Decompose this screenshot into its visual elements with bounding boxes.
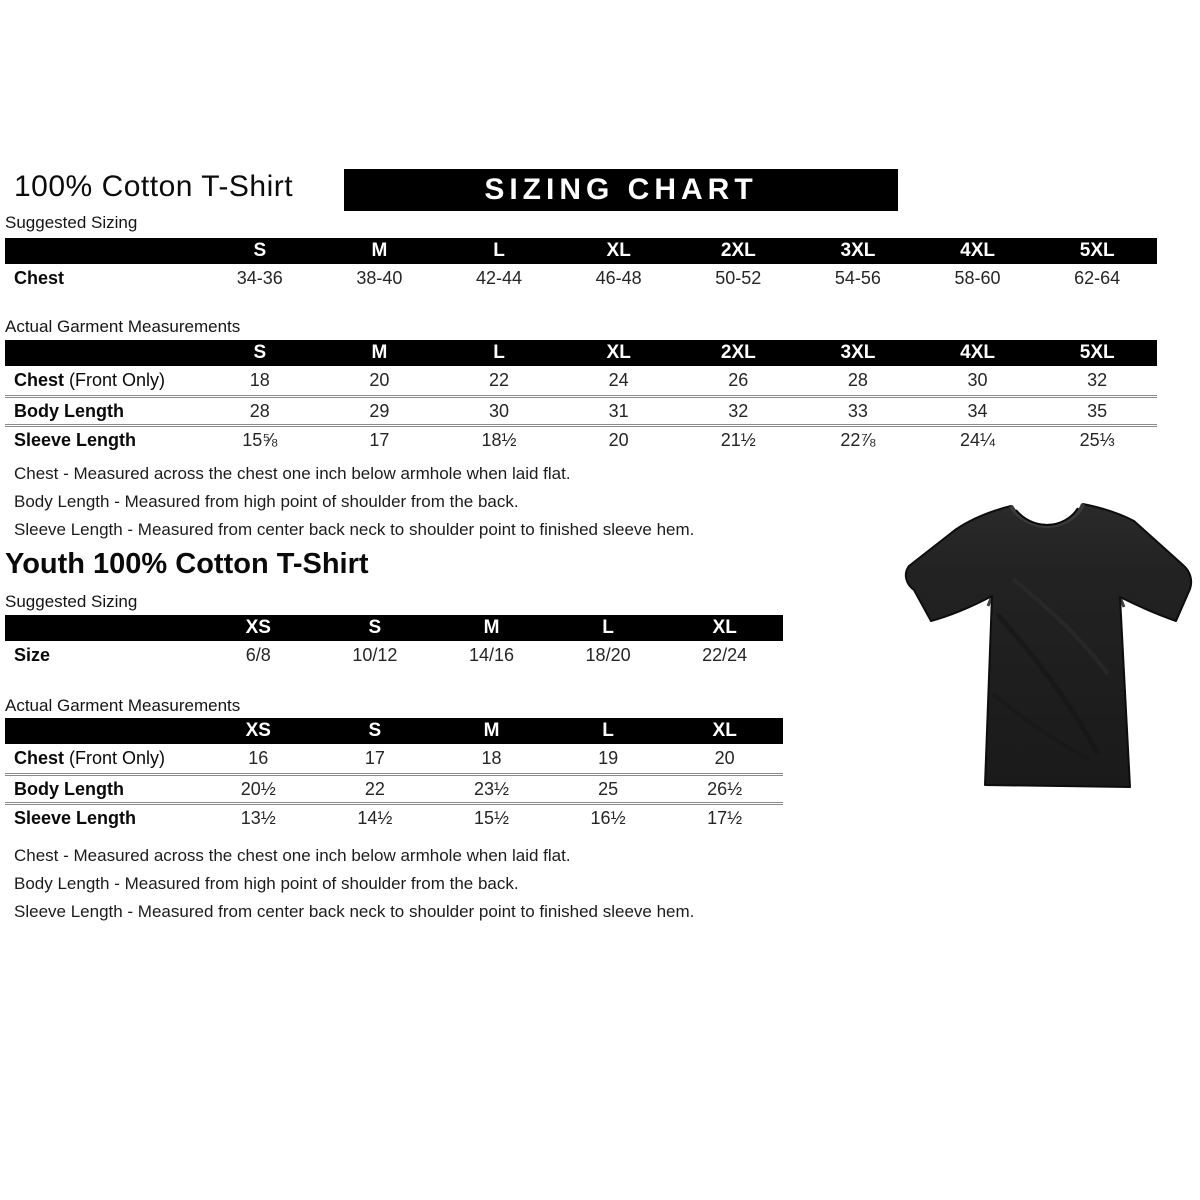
col-header-5xl: 5XL [1079,342,1115,363]
row-label: Body Length [14,778,124,799]
col-header-xs: XS [245,617,271,638]
youth-suggested-sizing-label: Suggested Sizing [5,592,138,611]
cell: 32 [728,400,749,421]
col-header-m: M [483,617,500,638]
col-header-s: S [253,342,267,363]
col-header-2xl: 2XL [720,342,756,363]
black-tshirt-image [893,484,1193,814]
cell: 16½ [590,807,626,828]
col-header-l: L [602,720,614,741]
cell: 28 [249,400,270,421]
adult-suggested-sizing-table [5,238,1157,293]
cell: 18/20 [585,645,631,665]
tshirt-illustration [893,484,1193,814]
cell: 46-48 [595,268,642,288]
row-label-suffix: (Front Only) [64,370,166,390]
adult-garment-measurements-label: Actual Garment Measurements [5,317,241,336]
cell: 35 [1087,400,1108,421]
col-header-xl: XL [712,617,737,638]
col-header-5xl: 5XL [1079,240,1115,261]
table-row-chest-front-only [5,366,1157,395]
cell: 15½ [473,807,509,828]
measurement-note-chest: Chest - Measured across the chest one inch below armhole when laid flat. [14,464,571,483]
cell: 22 [364,778,385,799]
cell: 38-40 [356,268,403,288]
measurement-note-body-length: Body Length - Measured from high point of shoulder from the back. [14,874,519,893]
table-row-chest-front-only [5,744,783,773]
col-header-xs: XS [245,720,271,741]
page-title: 100% Cotton T-Shirt [14,170,294,203]
youth-section-title: Youth 100% Cotton T-Shirt [5,548,369,580]
row-label: Chest [14,268,65,288]
cell: 24 [608,370,629,390]
cell: 20 [608,429,629,450]
col-header-s: S [253,240,267,261]
youth-suggested-sizing-table [5,615,783,670]
cell: 22/24 [702,645,748,665]
measurement-note-chest: Chest - Measured across the chest one inch below armhole when laid flat. [14,846,571,865]
cell: 13½ [240,807,276,828]
cell: 58-60 [954,268,1001,288]
cell: 17½ [707,807,743,828]
cell: 25 [598,778,619,799]
table-row-body-length [5,395,1157,424]
cell: 21½ [720,429,756,450]
col-header-m: M [371,240,388,261]
cell: 42-44 [476,268,523,288]
cell: 16 [248,748,269,768]
cell: 20 [714,748,735,768]
cell: 30 [489,400,510,421]
youth-garment-measurements-label: Actual Garment Measurements [5,696,241,715]
cell: 33 [847,400,868,421]
cell: 18½ [481,429,517,450]
table-row-chest [5,264,1157,293]
col-header-xl: XL [606,240,631,261]
row-label: Sleeve Length [14,429,137,450]
cell: 18 [481,748,502,768]
col-header-2xl: 2XL [720,240,756,261]
table-row-sleeve-length [5,802,783,831]
cell: 29 [369,400,390,421]
cell: 14/16 [468,645,514,665]
col-header-xl: XL [712,720,737,741]
measurement-note-sleeve-length: Sleeve Length - Measured from center back neck to shoulder point to finished sleeve hem. [14,902,695,921]
row-label: Chest [14,748,65,768]
adult-suggested-header-row [5,238,1157,264]
col-header-m: M [371,342,388,363]
youth-garment-measurements-table [5,718,783,831]
col-header-l: L [493,240,505,261]
table-row-size [5,641,783,670]
row-label: Chest [14,370,65,390]
cell: 50-52 [715,268,762,288]
cell: 30 [967,370,988,390]
table-row-body-length [5,773,783,802]
cell: 6/8 [245,645,271,665]
cell: 54-56 [834,268,881,288]
youth-suggested-header-row [5,615,783,641]
cell: 18 [249,370,270,390]
cell: 34 [967,400,988,421]
cell: 17 [364,748,385,768]
cell: 20½ [240,778,276,799]
col-header-s: S [368,720,382,741]
col-header-l: L [493,342,505,363]
col-header-3xl: 3XL [840,342,876,363]
cell: 62-64 [1074,268,1121,288]
col-header-4xl: 4XL [960,240,995,261]
row-label: Body Length [14,400,124,421]
measurement-note-body-length: Body Length - Measured from high point of shoulder from the back. [14,492,519,511]
cell: 20 [369,370,390,390]
cell: 14½ [357,807,393,828]
col-header-xl: XL [606,342,631,363]
col-header-m: M [483,720,500,741]
cell: 24¼ [960,429,996,450]
cell: 22 [489,370,510,390]
cell: 19 [598,748,619,768]
col-header-s: S [368,617,382,638]
youth-measurement-notes [14,842,694,926]
cell: 10/12 [352,645,398,665]
col-header-3xl: 3XL [840,240,876,261]
cell: 23½ [473,778,509,799]
adult-garment-header-row [5,340,1157,366]
table-row-sleeve-length [5,424,1157,453]
cell: 15⅝ [242,429,278,450]
row-label: Sleeve Length [14,807,137,828]
adult-suggested-sizing-label: Suggested Sizing [5,213,138,232]
cell: 25⅓ [1079,429,1115,450]
adult-garment-measurements-table [5,340,1157,453]
measurement-note-sleeve-length: Sleeve Length - Measured from center back neck to shoulder point to finished sleeve hem. [14,520,695,539]
cell: 26 [728,370,749,390]
cell: 32 [1087,370,1108,390]
cell: 17 [369,429,390,450]
cell: 31 [608,400,629,421]
adult-measurement-notes [14,460,694,544]
cell: 22⅞ [840,429,876,450]
row-label-suffix: (Front Only) [64,748,166,768]
col-header-4xl: 4XL [960,342,995,363]
cell: 34-36 [236,268,283,288]
sizing-chart-banner: SIZING CHART [344,169,898,211]
youth-garment-header-row [5,718,783,744]
row-label: Size [14,645,51,665]
cell: 26½ [707,778,743,799]
cell: 28 [847,370,868,390]
col-header-l: L [602,617,614,638]
